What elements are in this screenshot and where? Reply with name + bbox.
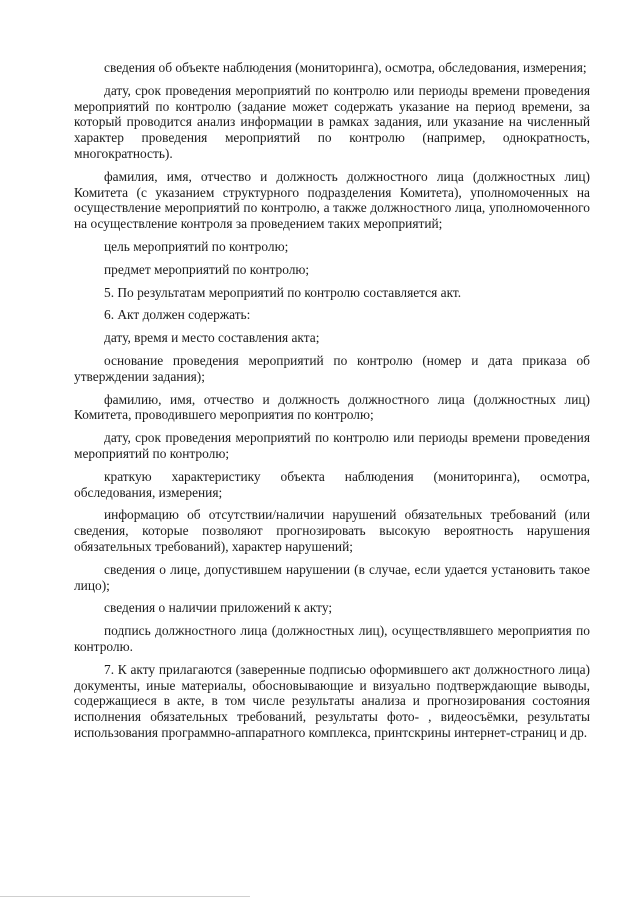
paragraph-subject: предмет мероприятий по контролю; [104,261,310,277]
paragraph-object-info: сведения об объекте наблюдения (мониторинга), осмотра, обследования, измерения; [104,60,587,75]
paragraph-item-7: 7. К акту прилагаются (заверенные подписью оформившего акт должностного лица) документы, иные материалы, обосновывающие и визуально подтверждающие выводы, содержащиеся в акте, в том числе результаты анализа и прогнозирования состояния исполнения обязательных требований, результаты фото- , видеосъёмки, результаты использования программно-аппаратного комплекса, принтскрины интернет-страниц и др. [74,661,590,740]
paragraph-act-person: сведения о лице, допустившем нарушении (в случае, если удается установить такое лицо); [74,561,590,593]
paragraph-date-period: дату, срок проведения мероприятий по контролю или периоды времени проведения мероприятий по контролю (задание может содержать указание на период времени, за который проводится анализ информации в рамках задания, или указание на численный характер проведения мероприятий по контролю (например, однократность, многократность). [74,82,590,161]
paragraph-act-basis: основание проведения мероприятий по контролю (номер и дата приказа об утверждении задания); [74,352,590,384]
paragraph-item-6: 6. Акт должен содержать: [104,307,251,323]
paragraph-act-date: дату, время и место составления акта; [104,330,320,346]
paragraph-act-attachments: сведения о наличии приложений к акту; [104,600,333,616]
paragraph-act-signature: подпись должностного лица (должностных лиц), осуществлявшего мероприятия по контролю. [74,623,590,654]
paragraph-act-period: дату, срок проведения мероприятий по контролю или периоды времени проведения мероприятий по контролю; [74,430,590,461]
paragraph-act-violations: информацию об отсутствии/наличии нарушений обязательных требований (или сведения, которые позволяют прогнозировать высокую вероятность нарушения обязательных требований), характер нарушений; [74,507,590,554]
paragraph-act-object: краткую характеристику объекта наблюдения (мониторинга), осмотра, обследования, измерения; [74,468,590,500]
paragraph-purpose: цель мероприятий по контролю; [104,238,289,254]
footer-divider [0,896,250,897]
paragraph-act-official: фамилию, имя, отчество и должность должностного лица (должностных лиц) Комитета, проводившего мероприятия по контролю; [74,391,590,423]
paragraph-officials: фамилия, имя, отчество и должность должностного лица (должностных лиц) Комитета (с указанием структурного подразделения Комитета), уполномоченных на осуществление мероприятий по контролю, а также должностного лица, уполномоченного на осуществление контроля за проведением таких мероприятий; [74,168,590,232]
document-text [74,60,590,748]
paragraph-item-5: 5. По результатам мероприятий по контролю составляется акт. [104,284,462,300]
